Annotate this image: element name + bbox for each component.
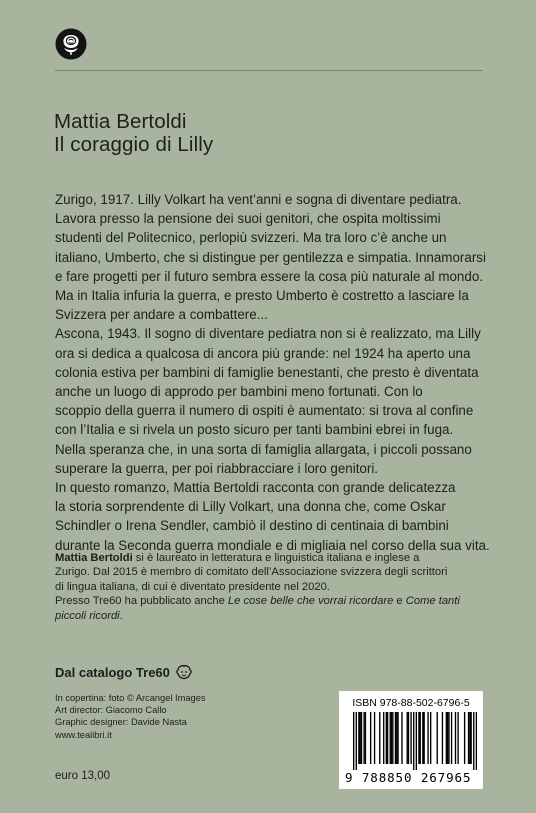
synopsis-line: Zurigo, 1917. Lilly Volkart ha vent’anni e sogna di diventare pediatra. bbox=[55, 192, 462, 207]
synopsis-line: italiano, Umberto, che si distingue per gentilezza e simpatia. Innamorarsi bbox=[55, 249, 486, 265]
bio-line bbox=[55, 551, 495, 565]
barcode-bar bbox=[446, 712, 447, 764]
barcode-bar bbox=[390, 712, 391, 764]
sheep-icon bbox=[175, 664, 193, 680]
price: euro 13,00 bbox=[55, 770, 110, 782]
synopsis-line: Nella speranza che, in una sorta di famiglia allargata, i piccoli possano bbox=[55, 441, 472, 457]
author-bio bbox=[55, 551, 495, 623]
bio-line: Zurigo. Dal 2015 è membro di comitato dell’Associazione svizzera degli scrittori bbox=[55, 566, 448, 579]
synopsis-line: Ma in Italia infuria la guerra, e presto Umberto è costretto a lasciare la bbox=[55, 288, 469, 304]
bio-line bbox=[55, 594, 495, 608]
barcode-bar bbox=[356, 712, 357, 770]
bio-line: di lingua italiana, di cui è diventato presidente nel 2020. bbox=[55, 580, 330, 593]
barcode-bar bbox=[365, 712, 366, 764]
synopsis-line: superare la guerra, per poi riabbracciare i loro genitori. bbox=[55, 460, 379, 476]
barcode-bar bbox=[370, 712, 371, 764]
synopsis-line: la storia sorprendente di Lilly Volkart, una donna che, come Oskar bbox=[55, 499, 446, 515]
isbn-barcode bbox=[339, 691, 483, 789]
synopsis-line: In questo romanzo, Mattia Bertoldi racconta con grande delicatezza bbox=[55, 480, 456, 496]
barcode-bar bbox=[358, 712, 359, 764]
barcode-bar bbox=[469, 712, 470, 764]
barcode-bar bbox=[468, 712, 469, 764]
barcode-bar bbox=[418, 712, 419, 764]
barcode-bar bbox=[386, 712, 387, 764]
synopsis-line: Schindler o Irena Sendler, cambiò il destino di centinaia di bambini bbox=[55, 518, 449, 534]
bio-line bbox=[55, 609, 495, 623]
bio-text: si è laureato in letteratura e linguistica italiana e inglese a bbox=[132, 552, 420, 564]
barcode-bar bbox=[437, 712, 438, 764]
barcode-bar bbox=[448, 712, 449, 764]
barcode-bar bbox=[442, 712, 443, 764]
isbn-label: ISBN 978-88-502-6796-5 bbox=[352, 697, 470, 709]
barcode-bar bbox=[430, 712, 431, 764]
bio-text: Presso Tre60 ha pubblicato anche bbox=[55, 595, 228, 608]
barcode-bar bbox=[447, 712, 448, 764]
book-title: Il coraggio di Lilly bbox=[54, 133, 214, 156]
synopsis-line: durante la Seconda guerra mondiale e di migliaia nel corso della sua vita. bbox=[55, 537, 490, 553]
barcode-bar bbox=[473, 712, 474, 770]
barcode-bar bbox=[361, 712, 362, 764]
barcode-bar bbox=[427, 712, 428, 764]
barcode-bar bbox=[379, 712, 380, 764]
barcode-bar bbox=[423, 712, 424, 764]
catalog-heading bbox=[55, 664, 193, 680]
barcode-bars bbox=[353, 712, 477, 770]
synopsis-line: studenti del Politecnico, perlopiù svizzeri. Ma tra loro c’è anche un bbox=[55, 230, 447, 246]
barcode-bar bbox=[407, 712, 408, 764]
barcode-bar bbox=[391, 712, 392, 764]
header-divider bbox=[55, 70, 483, 71]
synopsis-line: colonia estiva per bambini di famiglie benestanti, che presto è diventata bbox=[55, 364, 479, 380]
barcode-bar bbox=[408, 712, 409, 764]
bio-author-name: Mattia Bertoldi bbox=[55, 552, 133, 564]
credit-art-director: Art director: Giacomo Callo bbox=[55, 705, 167, 716]
barcode-bar bbox=[410, 712, 411, 764]
barcode-bar bbox=[374, 712, 375, 764]
barcode-bar bbox=[383, 712, 384, 764]
barcode-bar bbox=[387, 712, 388, 764]
publisher-website: www.tealibri.it bbox=[55, 729, 112, 740]
bio-text: e bbox=[393, 595, 406, 608]
synopsis bbox=[55, 190, 495, 555]
credit-cover: In copertina: foto © Arcangel Images bbox=[55, 693, 206, 703]
synopsis-line: ora si dedica a qualcosa di ancora più grande: nel 1924 ha aperto una bbox=[55, 345, 471, 361]
synopsis-line: e fare progetti per il futuro sembra essere la cosa più naturale al mondo. bbox=[55, 268, 483, 284]
rose-logo-icon bbox=[55, 28, 87, 60]
barcode-bar bbox=[401, 712, 402, 764]
barcode-bar bbox=[395, 712, 396, 764]
barcode-bar bbox=[396, 712, 397, 764]
barcode-digits: 9 788850 267965 bbox=[345, 770, 472, 785]
credit-designer: Graphic designer: Davide Nasta bbox=[55, 717, 187, 728]
barcode-bar bbox=[392, 712, 393, 764]
barcode-bar bbox=[360, 712, 361, 764]
barcode-bar bbox=[397, 712, 398, 764]
catalog-label: Dal catalogo Tre60 bbox=[55, 664, 170, 680]
synopsis-line: Lavora presso la pensione dei suoi genitori, che ospita moltissimi bbox=[55, 211, 441, 227]
barcode-bar bbox=[476, 712, 477, 770]
publisher-logo bbox=[55, 28, 87, 60]
barcode-bar bbox=[413, 712, 414, 770]
author-name: Mattia Bertoldi bbox=[54, 110, 187, 133]
barcode-bar bbox=[420, 712, 421, 764]
synopsis-line: Ascona, 1943. Il sogno di diventare pediatra non si è realizzato, ma Lilly bbox=[55, 326, 481, 342]
bio-text: . bbox=[119, 609, 123, 622]
barcode-bar bbox=[451, 712, 452, 764]
barcode-bar bbox=[363, 712, 364, 764]
synopsis-line: scoppio della guerra il numero di ospiti è aumentato: si trova al confine bbox=[55, 403, 474, 419]
synopsis-line: con l’Italia e si rivela un posto sicuro per tanti bambini ebrei in fuga. bbox=[55, 422, 454, 438]
barcode-bar bbox=[470, 712, 471, 764]
barcode-bar bbox=[455, 712, 456, 764]
barcode-bar bbox=[353, 712, 354, 770]
bio-book-title: piccoli ricordi bbox=[55, 609, 120, 622]
credits bbox=[55, 692, 206, 741]
barcode-bar bbox=[422, 712, 423, 764]
barcode-bar bbox=[464, 712, 465, 764]
bio-book-title: Come tanti bbox=[405, 595, 460, 608]
barcode-bar bbox=[457, 712, 458, 764]
bio-book-title: Le cose belle che vorrai ricordare bbox=[227, 595, 394, 608]
synopsis-line: anche un luogo di approdo per bambini meno fortunati. Con lo bbox=[55, 384, 423, 400]
synopsis-line: Svizzera per andare a combattere... bbox=[55, 307, 268, 323]
barcode-bar bbox=[416, 712, 417, 770]
